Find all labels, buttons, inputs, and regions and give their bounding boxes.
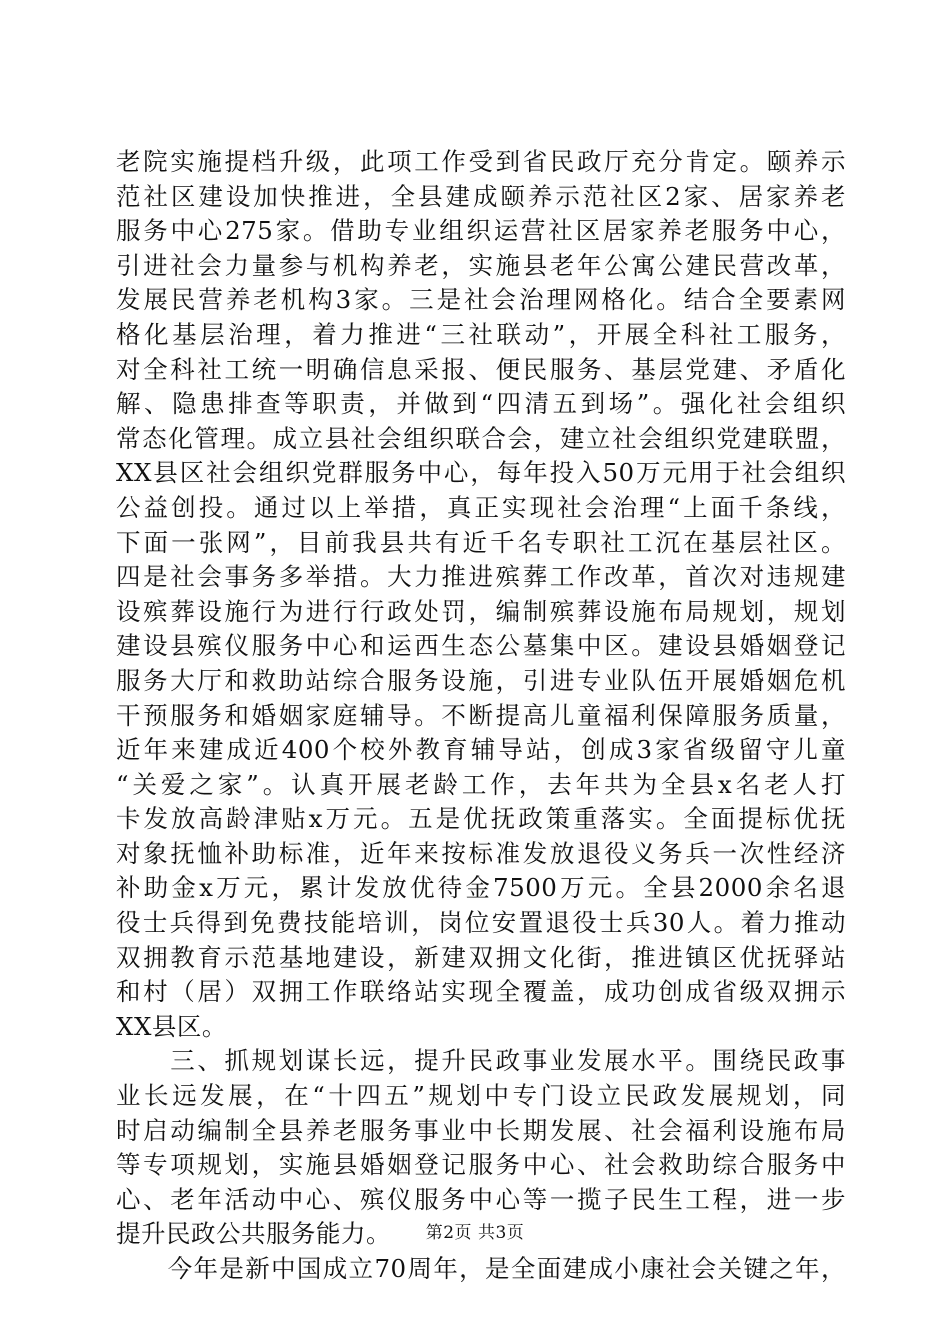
text-line: 心、老年活动中心、殡仪服务中心等一揽子民生工程，进一步	[116, 1184, 846, 1214]
text-line: 提升民政公共服务能力。	[116, 1219, 391, 1249]
text-line: 等专项规划，实施县婚姻登记服务中心、社会救助综合服务中	[116, 1150, 846, 1180]
text-line: 对全科社工统一明确信息采报、便民服务、基层党建、矛盾化	[116, 354, 846, 384]
text-line: 格化基层治理，着力推进“三社联动”，开展全科社工服务，	[116, 319, 846, 349]
text-line: 补助金x万元，累计发放优待金7500万元。全县2000余名退	[116, 873, 846, 903]
text-line: 今年是新中国成立70周年，是全面建成小康社会关键之年，	[116, 1254, 846, 1283]
text-line: 常态化管理。成立县社会组织联合会，建立社会组织党建联盟，	[116, 423, 846, 453]
text-line: 卡发放高龄津贴x万元。五是优抚政策重落实。全面提标优抚	[116, 804, 846, 834]
text-line: 设殡葬设施行为进行行政处罚，编制殡葬设施布局规划，规划	[116, 596, 846, 626]
text-line: 发展民营养老机构3家。三是社会治理网格化。结合全要素网	[116, 285, 846, 315]
text-line: 时启动编制全县养老服务事业中长期发展、社会福利设施布局	[116, 1115, 846, 1145]
text-line: 服务大厅和救助站综合服务设施，引进专业队伍开展婚姻危机	[116, 665, 846, 695]
text-line: 引进社会力量参与机构养老，实施县老年公寓公建民营改革，	[116, 250, 846, 280]
text-line: 役士兵得到免费技能培训，岗位安置退役士兵30人。着力推动	[116, 908, 846, 938]
text-line: 干预服务和婚姻家庭辅导。不断提高儿童福利保障服务质量，	[116, 700, 846, 730]
text-line: 近年来建成近400个校外教育辅导站，创成3家省级留守儿童	[116, 735, 846, 765]
text-line: “关爱之家”。认真开展老龄工作，去年共为全县x名老人打	[116, 769, 846, 799]
text-line: XX县区社会组织党群服务中心，每年投入50万元用于社会组织	[116, 458, 846, 488]
text-line: 和村（居）双拥工作联络站实现全覆盖，成功创成省级双拥示	[116, 977, 846, 1007]
text-line: 解、隐患排查等职责，并做到“四清五到场”。强化社会组织	[116, 389, 846, 419]
text-line: 公益创投。通过以上举措，真正实现社会治理“上面千条线，	[116, 492, 846, 522]
body-text	[116, 145, 846, 1287]
text-line: 双拥教育示范基地建设，新建双拥文化街，推进镇区优抚驿站	[116, 942, 846, 972]
page-footer: 第2页 共3页	[425, 1223, 525, 1243]
text-line: 服务中心275家。借助专业组织运营社区居家养老服务中心，	[116, 216, 846, 246]
text-line: 四是社会事务多举措。大力推进殡葬工作改革，首次对违规建	[116, 562, 846, 592]
text-line: 建设县殡仪服务中心和运西生态公墓集中区。建设县婚姻登记	[116, 631, 846, 661]
text-line: 对象抚恤补助标准，近年来按标准发放退役义务兵一次性经济	[116, 838, 846, 868]
text-line: XX县区。	[116, 1011, 227, 1041]
text-line: 三、抓规划谋长远，提升民政事业发展水平。围绕民政事	[116, 1046, 846, 1076]
text-line: 范社区建设加快推进，全县建成颐养示范社区2家、居家养老	[116, 181, 846, 211]
text-line: 老院实施提档升级，此项工作受到省民政厅充分肯定。颐养示	[116, 147, 846, 176]
text-line: 业长远发展，在“十四五”规划中专门设立民政发展规划，同	[116, 1081, 846, 1111]
text-line: 下面一张网”，目前我县共有近千名专职社工沉在基层社区。	[116, 527, 846, 557]
